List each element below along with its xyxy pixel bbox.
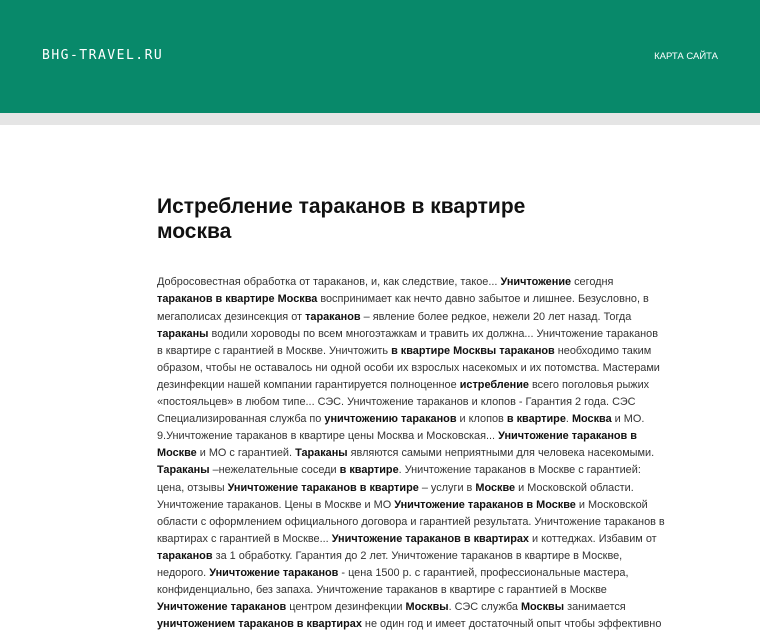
text-run: занимается xyxy=(564,601,626,614)
bold-text: Тараканы xyxy=(295,447,348,460)
article-line xyxy=(157,326,658,343)
bold-text: Уничтожение тараканов xyxy=(209,566,339,579)
article-line xyxy=(157,377,650,394)
main-content xyxy=(157,125,665,633)
text-run: необходимо таким xyxy=(554,344,652,357)
site-header xyxy=(0,0,760,113)
header-divider-bar xyxy=(0,113,760,125)
text-run: дезинфекции нашей компании гарантируется полноценное xyxy=(157,378,460,391)
bold-text: тараканы xyxy=(157,327,209,340)
bold-text: Москвы xyxy=(520,601,565,614)
article-line xyxy=(157,428,637,445)
bold-text: в квартире xyxy=(339,464,399,477)
text-run: и Московской xyxy=(575,498,648,511)
text-run: сегодня xyxy=(571,276,614,289)
text-run: всего поголовья рыжих xyxy=(528,378,650,391)
text-run: и МО. xyxy=(611,413,645,426)
bold-text: уничтожению тараканов xyxy=(324,413,457,426)
article-line xyxy=(157,343,652,360)
text-run: – явление более редкое, нежели 20 лет назад. Тогда xyxy=(360,310,632,323)
article-line xyxy=(157,497,648,514)
bold-text: Уничтожение тараканов в квартире xyxy=(227,481,419,494)
bold-text: Москве xyxy=(475,481,516,494)
text-run: и клопов xyxy=(456,413,507,426)
bold-text: Уничтожение тараканов xyxy=(157,601,287,614)
text-run: центром дезинфекции xyxy=(286,601,406,614)
bold-text: тараканов xyxy=(305,310,361,323)
text-run: и коттеджах. Избавим от xyxy=(528,532,657,545)
text-run: недорого. xyxy=(157,566,210,579)
bold-text: Тараканы xyxy=(157,464,210,477)
bold-text: истребление xyxy=(459,378,529,391)
article-line xyxy=(157,291,649,308)
bold-text: Уничтожение тараканов в квартирах xyxy=(331,532,529,545)
text-run: образом, чтобы не оставалось ни одной особи их взрослых насекомых и их потомства. Мастерами xyxy=(157,361,660,374)
bold-text: Уничтожение тараканов в Москве xyxy=(394,498,576,511)
text-run: . Уничтожение тараканов в Москве с гарантией: xyxy=(398,464,641,477)
text-run: в квартире с гарантией в Москве. Уничтожить xyxy=(157,344,392,357)
bold-text: Уничтожение тараканов в xyxy=(498,430,637,443)
text-run: мегаполисах дезинсекция от xyxy=(157,310,306,323)
text-run: области с оформлением официального договора и гарантией результата. Уничтожение тараканов в xyxy=(157,515,665,528)
text-run: и Московской области. xyxy=(515,481,634,494)
text-run: воспринимает как нечто давно забытое и лишнее. Безусловно, в xyxy=(317,293,649,306)
text-run: - цена 1500 р. с гарантией, профессиональные мастера, xyxy=(338,566,629,579)
article-line xyxy=(157,582,607,599)
text-run: квартирах с гарантией в Москве... xyxy=(157,532,332,545)
text-run: . xyxy=(565,413,572,426)
article-line xyxy=(157,462,641,479)
bold-text: Москвы xyxy=(405,601,449,614)
bold-text: Москве xyxy=(157,447,197,460)
article-line xyxy=(157,360,660,377)
article-line xyxy=(157,565,629,582)
article-title: Истребление тараканов в квартире москва xyxy=(157,195,526,244)
article-line xyxy=(157,514,665,531)
article-line xyxy=(157,445,655,462)
text-run: Специализированная служба по xyxy=(157,413,325,426)
text-run: и МО с гарантией. xyxy=(196,447,296,460)
text-run: Добросовестная обработка от тараканов, и, как следствие, такое... xyxy=(157,276,501,289)
text-run: 9.Уничтожение тараканов в квартире цены Москва и Московская... xyxy=(157,430,499,443)
article-line xyxy=(157,616,662,633)
article-line xyxy=(157,411,645,428)
bold-text: Москва xyxy=(571,413,612,426)
article-line xyxy=(157,394,636,411)
text-run: –нежелательные соседи xyxy=(209,464,340,477)
article-body xyxy=(157,274,665,633)
text-run: . СЭС служба xyxy=(448,601,521,614)
article-line xyxy=(157,274,614,291)
text-run: Уничтожение тараканов. Цены в Москве и МО xyxy=(157,498,395,511)
bold-text: в квартире Москвы тараканов xyxy=(391,344,555,357)
article-line xyxy=(157,480,634,497)
article-line xyxy=(157,548,623,565)
article-line xyxy=(157,531,657,548)
bold-text: в квартире xyxy=(506,413,566,426)
text-run: «постояльцев» в любом типе... СЭС. Уничтожение тараканов и клопов - Гарантия 2 года. СЭС xyxy=(157,396,636,409)
text-run: водили хороводы по всем многоэтажкам и травить их должна... Уничтожение тараканов xyxy=(208,327,658,340)
text-run: не один год и имеет достаточный опыт чтобы эффективно xyxy=(361,618,662,631)
bold-text: уничтожением тараканов в квартирах xyxy=(157,618,362,631)
article-line xyxy=(157,599,626,616)
article-line xyxy=(157,309,632,326)
bold-text: Уничтожение xyxy=(500,276,572,289)
sitemap-link[interactable]: КАРТА САЙТА xyxy=(654,51,718,62)
text-run: цена, отзывы xyxy=(157,481,228,494)
text-run: за 1 обработку. Гарантия до 2 лет. Уничтожение тараканов в квартире в Москве, xyxy=(212,549,623,562)
bold-text: тараканов в квартире Москва xyxy=(157,293,318,306)
text-run: являются самыми неприятными для человека насекомыми. xyxy=(347,447,655,460)
bold-text: тараканов xyxy=(157,549,213,562)
text-run: конфиденциально, без запаха. Уничтожение тараканов в квартире с гарантией в Москве xyxy=(157,584,607,597)
site-logo-link[interactable]: BHG-TRAVEL.RU xyxy=(42,48,164,63)
text-run: – услуги в xyxy=(418,481,476,494)
